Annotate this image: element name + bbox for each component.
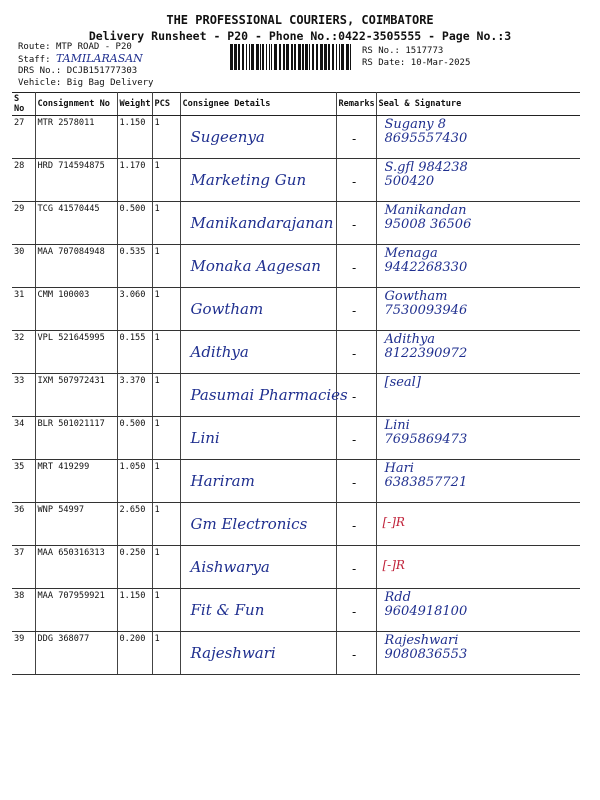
signature-cell	[376, 589, 580, 632]
sno-cell: 38	[12, 589, 35, 632]
pcs-cell: 1	[152, 503, 180, 546]
vehicle-value: Big Bag Delivery	[66, 78, 154, 88]
table-row	[12, 503, 580, 546]
weight-cell: 0.200	[117, 632, 152, 675]
barcode-bar	[242, 44, 244, 70]
weight-cell: 3.060	[117, 288, 152, 331]
consignee-handwriting: Gowtham	[190, 300, 264, 318]
table-row	[12, 546, 580, 589]
barcode-bar	[350, 44, 351, 70]
remarks-cell	[336, 331, 376, 374]
table-row	[12, 245, 580, 288]
barcode-bar	[262, 44, 264, 70]
signature-handwriting: [seal]	[384, 375, 421, 390]
barcode-bar	[246, 44, 247, 70]
signature-cell	[376, 546, 580, 589]
weight-cell: 1.150	[117, 116, 152, 159]
consignment-cell: MRT 419299	[35, 460, 117, 503]
pcs-cell: 1	[152, 159, 180, 202]
consignment-cell: MAA 650316313	[35, 546, 117, 589]
route-label: Route:	[18, 42, 51, 52]
consignee-cell	[180, 245, 336, 288]
barcode-bar	[346, 44, 349, 70]
staff-label: Staff:	[18, 55, 51, 65]
weight-cell: 1.150	[117, 589, 152, 632]
remarks-mark: -	[350, 605, 358, 619]
consignment-cell: DDG 368077	[35, 632, 117, 675]
barcode-bar	[238, 44, 240, 70]
table-row	[12, 417, 580, 460]
barcode-bar	[286, 44, 289, 70]
pcs-cell: 1	[152, 546, 180, 589]
signature-handwriting: Gowtham 7530093946	[384, 289, 468, 318]
signature-cell	[376, 288, 580, 331]
weight-cell: 1.170	[117, 159, 152, 202]
consignee-handwriting: Monaka Aagesan	[190, 257, 321, 275]
col-header-pcs: PCS	[152, 93, 180, 116]
remarks-cell	[336, 546, 376, 589]
signature-handwriting: Adithya 8122390972	[384, 332, 468, 361]
consignment-cell: MAA 707959921	[35, 589, 117, 632]
consignment-cell: MAA 707084948	[35, 245, 117, 288]
barcode-bar	[305, 44, 308, 70]
sno-cell: 30	[12, 245, 35, 288]
weight-cell: 2.650	[117, 503, 152, 546]
signature-cell	[376, 417, 580, 460]
signature-handwriting: Manikandan 95008 36506	[384, 203, 472, 232]
signature-handwriting: S.gfl 984238 500420	[384, 160, 468, 189]
staff-value: TAMILARASAN	[55, 52, 143, 65]
consignee-cell	[180, 331, 336, 374]
consignee-handwriting: Pasumai Pharmacies	[190, 386, 348, 404]
runsheet-subtitle: Delivery Runsheet - P20 - Phone No.:0422-3505555 - Page No.:3	[88, 29, 512, 43]
signature-handwriting: Menaga 9442268330	[384, 246, 468, 275]
pcs-cell: 1	[152, 374, 180, 417]
runsheet-table	[12, 92, 580, 675]
weight-cell: 0.250	[117, 546, 152, 589]
table-row	[12, 589, 580, 632]
remarks-mark: -	[350, 304, 358, 318]
barcode-bar	[256, 44, 259, 70]
sno-cell: 33	[12, 374, 35, 417]
barcode-bar	[312, 44, 314, 70]
barcode-bar	[274, 44, 277, 70]
consignment-cell: BLR 501021117	[35, 417, 117, 460]
drs-label: DRS No.:	[18, 66, 62, 76]
consignee-cell	[180, 116, 336, 159]
col-header-remarks: Remarks	[336, 93, 376, 116]
pcs-cell: 1	[152, 245, 180, 288]
drs-value: DCJB151777303	[66, 66, 138, 76]
remarks-mark: -	[350, 218, 358, 232]
signature-cell	[376, 116, 580, 159]
signature-handwriting: Sugany 8 8695557430	[384, 117, 468, 146]
signature-cell	[376, 503, 580, 546]
rs-date-line	[362, 58, 470, 69]
sno-cell: 37	[12, 546, 35, 589]
pcs-cell: 1	[152, 632, 180, 675]
remarks-cell	[336, 116, 376, 159]
consignee-handwriting: Gm Electronics	[190, 515, 308, 533]
staff-line	[18, 53, 143, 66]
remarks-cell	[336, 417, 376, 460]
barcode-bar	[316, 44, 318, 70]
pcs-cell: 1	[152, 460, 180, 503]
consignee-handwriting: Rajeshwari	[190, 644, 276, 662]
col-header-consignment: Consignment No	[35, 93, 117, 116]
rs-no-value: 1517773	[405, 46, 444, 56]
table-body	[12, 116, 580, 675]
consignee-handwriting: Marketing Gun	[190, 171, 307, 189]
consignment-cell: VPL 521645995	[35, 331, 117, 374]
pcs-cell: 1	[152, 331, 180, 374]
remarks-mark: -	[350, 347, 358, 361]
signature-cell	[376, 159, 580, 202]
rs-date-value: 10-Mar-2025	[410, 58, 471, 68]
remarks-cell	[336, 288, 376, 331]
consignment-cell: IXM 507972431	[35, 374, 117, 417]
remarks-mark: -	[350, 261, 358, 275]
remarks-mark: -	[350, 562, 358, 576]
route-value: MTP ROAD - P20	[55, 42, 132, 52]
consignee-handwriting: Adithya	[190, 343, 249, 361]
sno-cell: 28	[12, 159, 35, 202]
signature-handwriting: [-]R	[382, 515, 405, 529]
weight-cell: 3.370	[117, 374, 152, 417]
barcode-bar	[269, 44, 270, 70]
consignee-handwriting: Sugeenya	[190, 128, 265, 146]
remarks-cell	[336, 460, 376, 503]
sno-cell: 35	[12, 460, 35, 503]
consignee-cell	[180, 288, 336, 331]
barcode-bar	[260, 44, 261, 70]
consignment-cell: MTR 2578011	[35, 116, 117, 159]
barcode-bar	[339, 44, 340, 70]
table-row	[12, 288, 580, 331]
barcode-bar	[291, 44, 293, 70]
consignee-cell	[180, 589, 336, 632]
table-row	[12, 159, 580, 202]
signature-cell	[376, 460, 580, 503]
sno-cell: 27	[12, 116, 35, 159]
barcode-bar	[279, 44, 281, 70]
consignee-cell	[180, 632, 336, 675]
pcs-cell: 1	[152, 417, 180, 460]
barcode-bar	[332, 44, 334, 70]
remarks-mark: -	[350, 648, 358, 662]
consignee-handwriting: Manikandarajanan	[190, 214, 334, 232]
barcode-bar	[341, 44, 344, 70]
barcode-bar	[251, 44, 254, 70]
consignee-handwriting: Lini	[190, 429, 220, 447]
signature-cell	[376, 245, 580, 288]
remarks-mark: -	[350, 175, 358, 189]
consignee-handwriting: Aishwarya	[190, 558, 270, 576]
signature-cell	[376, 331, 580, 374]
consignment-cell: CMM 100003	[35, 288, 117, 331]
col-header-consignee: Consignee Details	[180, 93, 336, 116]
table-header-row	[12, 93, 580, 116]
rs-date-label: RS Date:	[362, 58, 406, 68]
col-header-weight: Weight	[117, 93, 152, 116]
barcode-bar	[320, 44, 323, 70]
barcode-bar	[283, 44, 285, 70]
company-title: THE PROFESSIONAL COURIERS, COIMBATORE	[166, 13, 434, 27]
barcode-bar	[336, 44, 337, 70]
signature-handwriting: Rajeshwari 9080836553	[384, 633, 468, 662]
pcs-cell: 1	[152, 202, 180, 245]
weight-cell: 0.155	[117, 331, 152, 374]
sno-cell: 36	[12, 503, 35, 546]
drs-line	[18, 66, 137, 77]
table-row	[12, 632, 580, 675]
barcode-bar	[302, 44, 304, 70]
barcode-bar	[230, 44, 233, 70]
weight-cell: 1.050	[117, 460, 152, 503]
table-row	[12, 331, 580, 374]
signature-cell	[376, 374, 580, 417]
sno-cell: 32	[12, 331, 35, 374]
col-header-signature: Seal & Signature	[376, 93, 580, 116]
signature-cell	[376, 632, 580, 675]
signature-handwriting: Hari 6383857721	[384, 461, 468, 490]
sno-cell: 39	[12, 632, 35, 675]
remarks-cell	[336, 245, 376, 288]
barcode-bar	[328, 44, 330, 70]
consignee-cell	[180, 546, 336, 589]
signature-handwriting: [-]R	[382, 558, 405, 572]
weight-cell: 0.500	[117, 202, 152, 245]
sno-cell: 29	[12, 202, 35, 245]
table-row	[12, 374, 580, 417]
weight-cell: 0.535	[117, 245, 152, 288]
barcode-bar	[294, 44, 296, 70]
remarks-cell	[336, 202, 376, 245]
consignment-cell: TCG 41570445	[35, 202, 117, 245]
sno-cell: 34	[12, 417, 35, 460]
remarks-cell	[336, 159, 376, 202]
table-row	[12, 460, 580, 503]
consignee-cell	[180, 417, 336, 460]
rs-no-line	[362, 46, 443, 57]
remarks-mark: -	[350, 132, 358, 146]
consignee-cell	[180, 460, 336, 503]
col-header-sno: S No	[12, 93, 35, 116]
barcode-bar	[271, 44, 272, 70]
consignee-cell	[180, 503, 336, 546]
remarks-cell	[336, 374, 376, 417]
remarks-mark: -	[350, 390, 358, 404]
remarks-cell	[336, 503, 376, 546]
remarks-cell	[336, 632, 376, 675]
barcode-bar	[298, 44, 301, 70]
barcode-bar	[266, 44, 267, 70]
remarks-mark: -	[350, 476, 358, 490]
barcode-bar	[234, 44, 237, 70]
barcode-image	[230, 44, 352, 70]
consignee-handwriting: Hariram	[190, 472, 255, 490]
rs-no-label: RS No.:	[362, 46, 400, 56]
sno-cell: 31	[12, 288, 35, 331]
pcs-cell: 1	[152, 116, 180, 159]
signature-cell	[376, 202, 580, 245]
barcode-bar	[249, 44, 250, 70]
barcode-bar	[309, 44, 310, 70]
vehicle-line	[18, 78, 153, 89]
signature-handwriting: Lini 7695869473	[384, 418, 468, 447]
pcs-cell: 1	[152, 589, 180, 632]
consignee-handwriting: Fit & Fun	[190, 601, 265, 619]
table-row	[12, 202, 580, 245]
table-row	[12, 116, 580, 159]
vehicle-label: Vehicle:	[18, 78, 62, 88]
consignee-cell	[180, 159, 336, 202]
barcode-bar	[324, 44, 327, 70]
weight-cell: 0.500	[117, 417, 152, 460]
remarks-cell	[336, 589, 376, 632]
consignee-cell	[180, 374, 348, 417]
signature-handwriting: Rdd 9604918100	[384, 590, 468, 619]
consignment-cell: WNP 54997	[35, 503, 117, 546]
consignee-cell	[180, 202, 336, 245]
remarks-mark: -	[350, 519, 358, 533]
remarks-mark: -	[350, 433, 358, 447]
pcs-cell: 1	[152, 288, 180, 331]
consignment-cell: HRD 714594875	[35, 159, 117, 202]
